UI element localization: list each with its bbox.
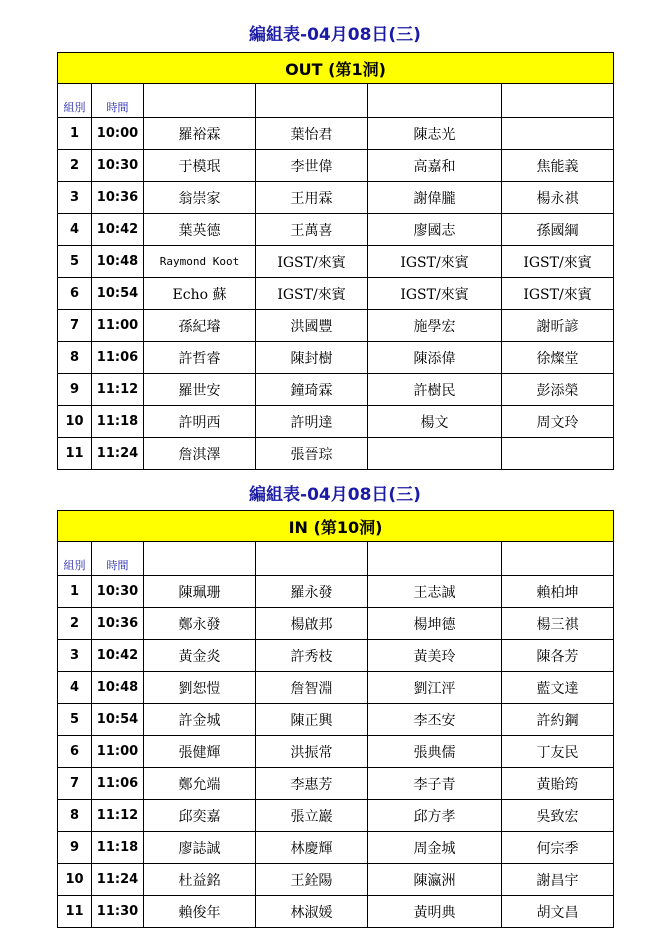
player-name: [502, 118, 614, 150]
player-name: 楊三祺: [502, 608, 614, 640]
group-number: 6: [58, 278, 92, 310]
group-column-header: 組別: [58, 84, 92, 118]
group-number: 11: [58, 438, 92, 470]
player-name: 周文玲: [502, 406, 614, 438]
player-name: 黃金炎: [144, 640, 256, 672]
player-name: Raymond Koot: [144, 246, 256, 278]
player-name: 羅裕霖: [144, 118, 256, 150]
player-name: 賴俊年: [144, 896, 256, 928]
tee-time: 11:12: [92, 800, 144, 832]
player-name: 詹淇澤: [144, 438, 256, 470]
group-number: 10: [58, 864, 92, 896]
tee-time: 10:36: [92, 182, 144, 214]
player-name: 何宗季: [502, 832, 614, 864]
player-name: 葉怡君: [256, 118, 368, 150]
player-column-header: [256, 542, 368, 576]
player-name: 許哲睿: [144, 342, 256, 374]
group-number: 7: [58, 768, 92, 800]
player-name: 焦能義: [502, 150, 614, 182]
player-name: 羅永發: [256, 576, 368, 608]
table-row: [58, 246, 614, 278]
player-name: 羅世安: [144, 374, 256, 406]
player-name: 陳珮珊: [144, 576, 256, 608]
player-name: 楊啟邦: [256, 608, 368, 640]
player-name: 楊坤德: [368, 608, 502, 640]
player-column-header: [502, 84, 614, 118]
player-name: 胡文昌: [502, 896, 614, 928]
player-name: 許秀枝: [256, 640, 368, 672]
player-name: 藍文達: [502, 672, 614, 704]
player-name: 王用霖: [256, 182, 368, 214]
group-number: 2: [58, 608, 92, 640]
player-name: 孫紀璿: [144, 310, 256, 342]
player-name: 林淑媛: [256, 896, 368, 928]
table-row: [58, 438, 614, 470]
tee-time: 10:48: [92, 672, 144, 704]
table-row: [58, 118, 614, 150]
player-name: 賴柏坤: [502, 576, 614, 608]
group-number: 11: [58, 896, 92, 928]
group-number: 9: [58, 374, 92, 406]
tee-time: 11:24: [92, 438, 144, 470]
player-name: 楊永祺: [502, 182, 614, 214]
group-number: 5: [58, 246, 92, 278]
tee-time: 10:00: [92, 118, 144, 150]
player-name: 陳封樹: [256, 342, 368, 374]
out-pairing-table: [57, 52, 614, 470]
player-name: 許金城: [144, 704, 256, 736]
player-name: 劉恕愷: [144, 672, 256, 704]
table-row: [58, 214, 614, 246]
tee-time: 10:42: [92, 640, 144, 672]
player-name: 許明西: [144, 406, 256, 438]
player-name: 施學宏: [368, 310, 502, 342]
group-column-header: 組別: [58, 542, 92, 576]
player-name: 杜益銘: [144, 864, 256, 896]
group-number: 8: [58, 342, 92, 374]
tee-time: 11:12: [92, 374, 144, 406]
table-row: [58, 576, 614, 608]
tee-time: 10:30: [92, 150, 144, 182]
player-name: 李惠芳: [256, 768, 368, 800]
table-row: [58, 832, 614, 864]
player-name: 葉英德: [144, 214, 256, 246]
out-header-row: [58, 84, 614, 118]
player-name: IGST/來賓: [368, 246, 502, 278]
table-row: [58, 182, 614, 214]
tee-time: 11:18: [92, 406, 144, 438]
player-name: 廖誌誠: [144, 832, 256, 864]
in-banner-row: [58, 511, 614, 542]
player-name: 陳志光: [368, 118, 502, 150]
group-number: 6: [58, 736, 92, 768]
player-name: 王銓陽: [256, 864, 368, 896]
player-column-header: [144, 542, 256, 576]
player-name: IGST/來賓: [368, 278, 502, 310]
group-number: 4: [58, 214, 92, 246]
tee-time: 10:30: [92, 576, 144, 608]
player-name: 謝昕諺: [502, 310, 614, 342]
player-name: 黃美玲: [368, 640, 502, 672]
player-name: 鐘琦霖: [256, 374, 368, 406]
player-name: 王萬喜: [256, 214, 368, 246]
player-name: 李世偉: [256, 150, 368, 182]
player-name: 許約鋼: [502, 704, 614, 736]
table-row: [58, 310, 614, 342]
player-name: 張健輝: [144, 736, 256, 768]
tee-time: 10:48: [92, 246, 144, 278]
group-number: 3: [58, 182, 92, 214]
group-number: 8: [58, 800, 92, 832]
tee-time: 11:30: [92, 896, 144, 928]
group-number: 1: [58, 118, 92, 150]
player-name: 徐燦堂: [502, 342, 614, 374]
player-column-header: [144, 84, 256, 118]
player-name: IGST/來賓: [502, 278, 614, 310]
player-column-header: [502, 542, 614, 576]
table-row: [58, 608, 614, 640]
player-name: 王志誠: [368, 576, 502, 608]
player-name: 孫國綱: [502, 214, 614, 246]
table-row: [58, 704, 614, 736]
player-name: 高嘉和: [368, 150, 502, 182]
table-row: [58, 800, 614, 832]
player-name: 彭添榮: [502, 374, 614, 406]
in-header-row: [58, 542, 614, 576]
player-name: 劉江泙: [368, 672, 502, 704]
player-column-header: [256, 84, 368, 118]
table-row: [58, 640, 614, 672]
player-name: 邱方孝: [368, 800, 502, 832]
player-name: 丁友民: [502, 736, 614, 768]
group-number: 1: [58, 576, 92, 608]
player-name: 謝昌宇: [502, 864, 614, 896]
tee-time: 11:00: [92, 310, 144, 342]
player-name: 張立巖: [256, 800, 368, 832]
player-name: 許樹民: [368, 374, 502, 406]
table-row: [58, 150, 614, 182]
player-column-header: [368, 542, 502, 576]
player-name: Echo 蘇: [144, 278, 256, 310]
player-name: 鄭永發: [144, 608, 256, 640]
player-name: 許明達: [256, 406, 368, 438]
player-name: IGST/來賓: [502, 246, 614, 278]
player-name: 林慶輝: [256, 832, 368, 864]
player-name: 陳添偉: [368, 342, 502, 374]
table-row: [58, 342, 614, 374]
in-pairing-table: [57, 510, 614, 928]
player-name: 黃明典: [368, 896, 502, 928]
group-number: 5: [58, 704, 92, 736]
player-name: [368, 438, 502, 470]
player-name: 翁崇家: [144, 182, 256, 214]
table-row: [58, 406, 614, 438]
group-number: 7: [58, 310, 92, 342]
player-name: 黃貽筠: [502, 768, 614, 800]
player-name: 李子青: [368, 768, 502, 800]
table-row: [58, 736, 614, 768]
table-row: [58, 672, 614, 704]
out-page-title: 編組表-04月08日(三): [249, 25, 421, 45]
player-column-header: [368, 84, 502, 118]
table-row: [58, 768, 614, 800]
table-row: [58, 374, 614, 406]
tee-time: 11:00: [92, 736, 144, 768]
in-banner: IN (第10洞): [58, 511, 614, 542]
player-name: 李丕安: [368, 704, 502, 736]
out-banner: OUT (第1洞): [58, 53, 614, 84]
player-name: 謝偉朧: [368, 182, 502, 214]
player-name: 張晉琮: [256, 438, 368, 470]
group-number: 9: [58, 832, 92, 864]
tee-time: 11:06: [92, 768, 144, 800]
group-number: 10: [58, 406, 92, 438]
player-name: IGST/來賓: [256, 246, 368, 278]
player-name: 楊文: [368, 406, 502, 438]
group-number: 4: [58, 672, 92, 704]
player-name: 洪國豐: [256, 310, 368, 342]
player-name: 陳正興: [256, 704, 368, 736]
player-name: 張典儒: [368, 736, 502, 768]
table-row: [58, 278, 614, 310]
player-name: 陳各芳: [502, 640, 614, 672]
tee-time: 10:54: [92, 704, 144, 736]
player-name: [502, 438, 614, 470]
player-name: 鄭允端: [144, 768, 256, 800]
time-column-header: 時間: [92, 542, 144, 576]
tee-time: 11:24: [92, 864, 144, 896]
time-column-header: 時間: [92, 84, 144, 118]
player-name: 廖國志: [368, 214, 502, 246]
group-number: 2: [58, 150, 92, 182]
tee-time: 10:42: [92, 214, 144, 246]
table-row: [58, 864, 614, 896]
player-name: 于模珉: [144, 150, 256, 182]
tee-time: 10:36: [92, 608, 144, 640]
player-name: IGST/來賓: [256, 278, 368, 310]
tee-time: 10:54: [92, 278, 144, 310]
player-name: 洪振常: [256, 736, 368, 768]
tee-time: 11:18: [92, 832, 144, 864]
tee-time: 11:06: [92, 342, 144, 374]
player-name: 詹智淵: [256, 672, 368, 704]
out-banner-row: [58, 53, 614, 84]
player-name: 邱奕嘉: [144, 800, 256, 832]
player-name: 陳瀛洲: [368, 864, 502, 896]
player-name: 周金城: [368, 832, 502, 864]
table-row: [58, 896, 614, 928]
in-page-title: 編組表-04月08日(三): [249, 485, 421, 505]
player-name: 吳致宏: [502, 800, 614, 832]
group-number: 3: [58, 640, 92, 672]
